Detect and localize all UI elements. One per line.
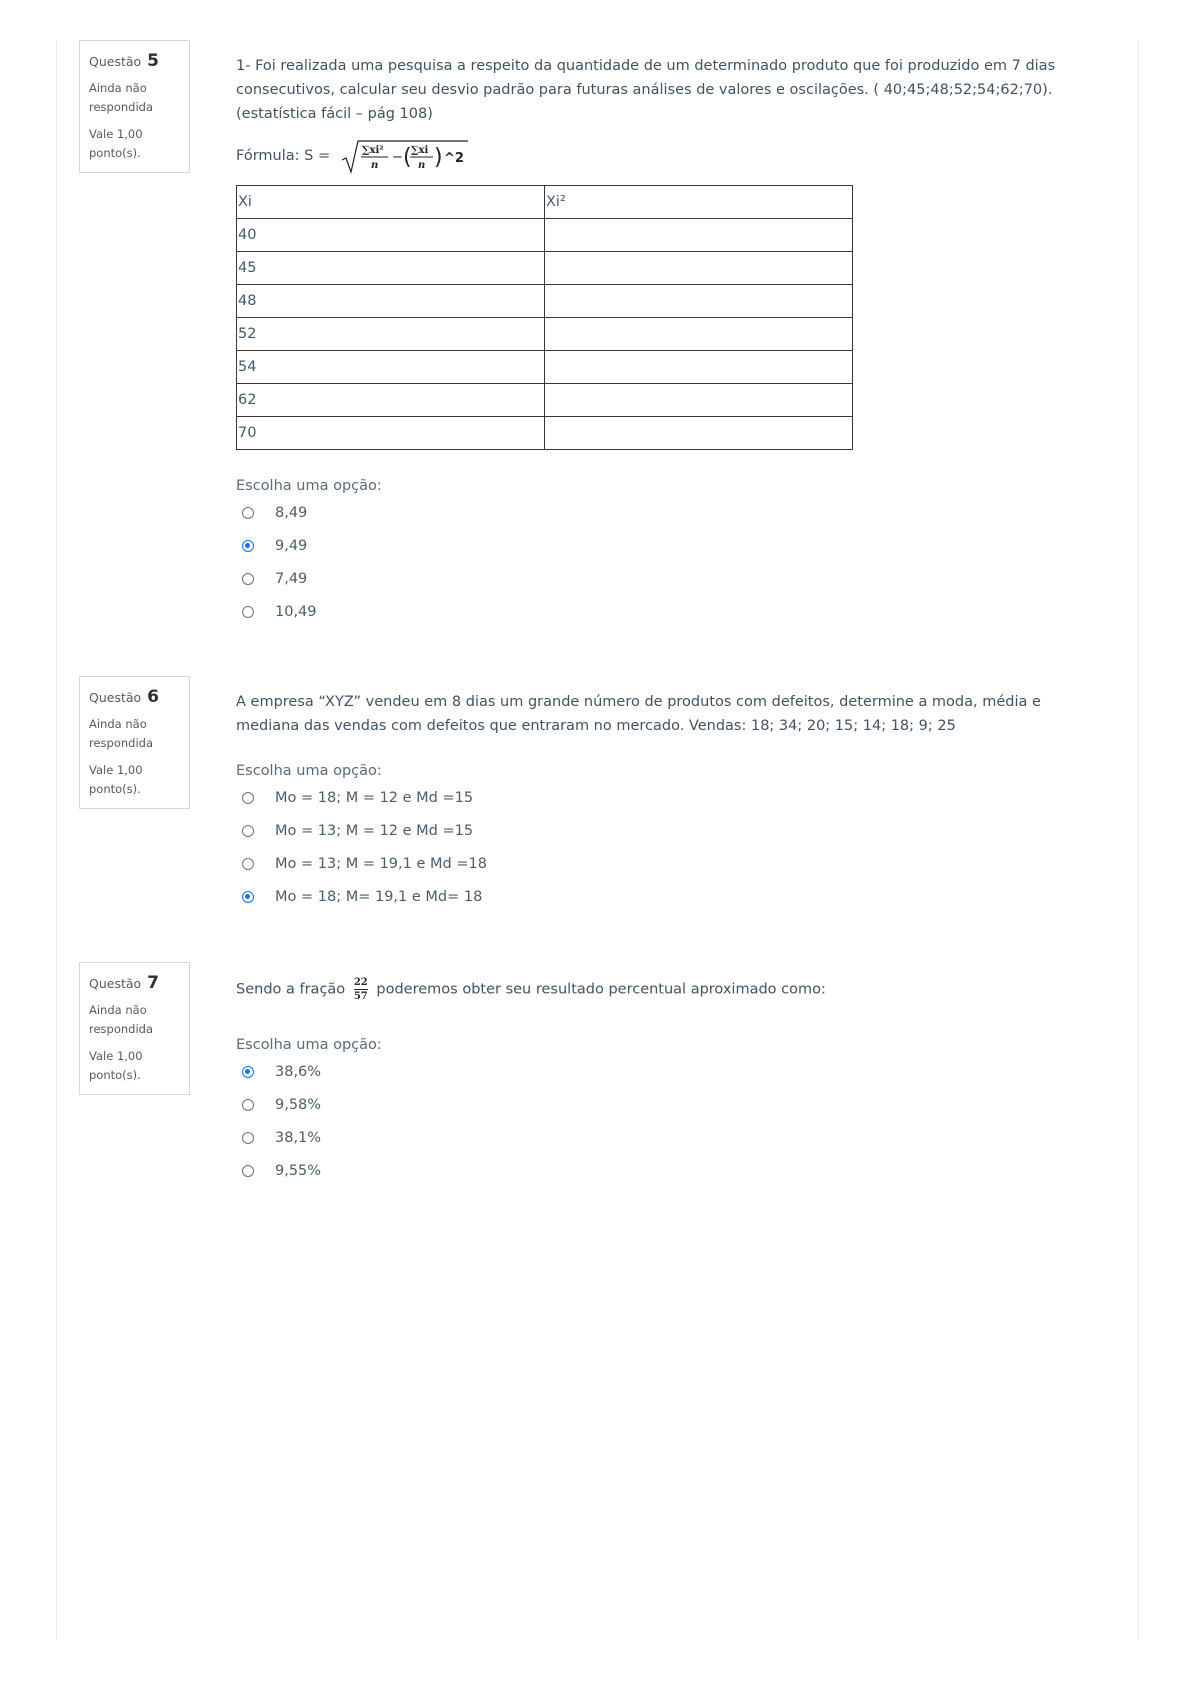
table-cell: 45 bbox=[237, 252, 545, 285]
formula-label: Fórmula: S = bbox=[236, 148, 331, 164]
radio-button-checked[interactable] bbox=[242, 891, 254, 903]
table-row bbox=[237, 285, 853, 318]
page-frame-left bbox=[56, 40, 57, 1640]
question-number-value: 6 bbox=[147, 687, 160, 707]
answer-option[interactable] bbox=[242, 1064, 321, 1080]
answer-option[interactable] bbox=[242, 505, 307, 521]
svg-text:^2: ^2 bbox=[444, 151, 465, 166]
table-cell: 70 bbox=[237, 417, 545, 450]
formula-image bbox=[340, 138, 470, 174]
table-row bbox=[237, 252, 853, 285]
svg-text:): ) bbox=[434, 145, 443, 170]
radio-button[interactable] bbox=[242, 858, 254, 870]
question-state: Ainda não respondida bbox=[89, 81, 154, 114]
radio-button[interactable] bbox=[242, 606, 254, 618]
table-row bbox=[237, 219, 853, 252]
radio-button[interactable] bbox=[242, 507, 254, 519]
answer-option[interactable] bbox=[242, 1163, 321, 1179]
answer-option[interactable] bbox=[242, 790, 473, 806]
option-label[interactable]: Mo = 18; M = 12 e Md =15 bbox=[275, 790, 474, 806]
question-text-6: A empresa “XYZ” vendeu em 8 dias um grande número de produtos com defeitos, determine a moda, média e mediana das vendas com defeitos que entraram no mercado. Vendas: 18; 34; 20; 15; 14; 18; 9; 25 bbox=[236, 694, 1041, 734]
table-cell-empty bbox=[545, 417, 853, 450]
table-row bbox=[237, 417, 853, 450]
radio-button[interactable] bbox=[242, 573, 254, 585]
question-text-before: Sendo a fração bbox=[236, 981, 346, 998]
table-cell-empty bbox=[545, 351, 853, 384]
question-info-5 bbox=[79, 40, 190, 173]
table-row bbox=[237, 351, 853, 384]
table-cell-empty bbox=[545, 318, 853, 351]
question-text-7 bbox=[236, 977, 1096, 1002]
answer-option[interactable] bbox=[242, 604, 317, 620]
table-cell: 62 bbox=[237, 384, 545, 417]
question-text-5: 1- Foi realizada uma pesquisa a respeito da quantidade de um determinado produto que foi produzido em 7 dias consecutivos, calcular seu desvio padrão para futuras análises de valores e oscilações. ( 40;45;48;52;54;62;70). (estatística fácil – pág 108) bbox=[236, 58, 1056, 122]
option-label[interactable]: 7,49 bbox=[275, 571, 308, 587]
answer-option[interactable] bbox=[242, 889, 482, 905]
table-cell-empty bbox=[545, 384, 853, 417]
table-cell: 48 bbox=[237, 285, 545, 318]
option-label[interactable]: 38,1% bbox=[275, 1130, 322, 1146]
question-label: Questão bbox=[89, 976, 142, 991]
choose-option-label: Escolha uma opção: bbox=[236, 478, 382, 494]
svg-text:n: n bbox=[371, 160, 379, 171]
svg-text:∑xi²: ∑xi² bbox=[362, 145, 384, 156]
svg-text:(: ( bbox=[403, 145, 412, 170]
data-table bbox=[236, 185, 853, 450]
radio-button-checked[interactable] bbox=[242, 540, 254, 552]
radio-button[interactable] bbox=[242, 792, 254, 804]
radio-button[interactable] bbox=[242, 1099, 254, 1111]
answer-option[interactable] bbox=[242, 538, 307, 554]
choose-option-label: Escolha uma opção: bbox=[236, 763, 382, 779]
answer-option[interactable] bbox=[242, 823, 473, 839]
question-state: Ainda não respondida bbox=[89, 717, 154, 750]
radio-button-checked[interactable] bbox=[242, 1066, 254, 1078]
answer-option[interactable] bbox=[242, 571, 307, 587]
question-grade: Vale 1,00 ponto(s). bbox=[89, 1049, 143, 1082]
option-label[interactable]: Mo = 18; M= 19,1 e Md= 18 bbox=[275, 889, 483, 905]
question-state: Ainda não respondida bbox=[89, 1003, 154, 1036]
formula bbox=[236, 138, 470, 174]
table-header-xi: Xi bbox=[237, 186, 545, 219]
table-row bbox=[237, 318, 853, 351]
table-row bbox=[237, 384, 853, 417]
fraction-denominator: 57 bbox=[353, 991, 368, 1002]
question-label: Questão bbox=[89, 690, 142, 705]
svg-text:n: n bbox=[418, 160, 426, 171]
option-label[interactable]: 9,49 bbox=[275, 538, 308, 554]
radio-button[interactable] bbox=[242, 1132, 254, 1144]
choose-option-label: Escolha uma opção: bbox=[236, 1037, 382, 1053]
question-number bbox=[89, 973, 181, 993]
table-cell-empty bbox=[545, 252, 853, 285]
option-label[interactable]: 9,55% bbox=[275, 1163, 322, 1179]
fraction bbox=[354, 977, 368, 1002]
svg-text:−: − bbox=[392, 150, 403, 165]
page-frame-right bbox=[1138, 40, 1139, 1640]
radio-button[interactable] bbox=[242, 825, 254, 837]
question-info-6 bbox=[79, 676, 190, 809]
answer-option[interactable] bbox=[242, 856, 487, 872]
table-cell: 52 bbox=[237, 318, 545, 351]
question-label: Questão bbox=[89, 54, 142, 69]
table-header-xi2: Xi² bbox=[545, 186, 853, 219]
answer-option[interactable] bbox=[242, 1097, 321, 1113]
question-number bbox=[89, 687, 181, 707]
option-label[interactable]: 38,6% bbox=[275, 1064, 322, 1080]
question-number-value: 5 bbox=[147, 51, 160, 71]
svg-text:∑xi: ∑xi bbox=[411, 145, 429, 156]
option-label[interactable]: 8,49 bbox=[275, 505, 308, 521]
radio-button[interactable] bbox=[242, 1165, 254, 1177]
table-cell-empty bbox=[545, 219, 853, 252]
question-text-after: poderemos obter seu resultado percentual aproximado como: bbox=[376, 981, 826, 998]
option-label[interactable]: Mo = 13; M = 19,1 e Md =18 bbox=[275, 856, 487, 872]
question-number bbox=[89, 51, 181, 71]
option-label[interactable]: Mo = 13; M = 12 e Md =15 bbox=[275, 823, 474, 839]
fraction-numerator: 22 bbox=[353, 977, 368, 988]
table-cell: 40 bbox=[237, 219, 545, 252]
question-number-value: 7 bbox=[147, 973, 160, 993]
table-header-row bbox=[237, 186, 853, 219]
option-label[interactable]: 9,58% bbox=[275, 1097, 322, 1113]
fraction-bar bbox=[354, 989, 368, 990]
question-info-7 bbox=[79, 962, 190, 1095]
option-label[interactable]: 10,49 bbox=[275, 604, 317, 620]
question-grade: Vale 1,00 ponto(s). bbox=[89, 127, 143, 160]
answer-option[interactable] bbox=[242, 1130, 321, 1146]
table-cell: 54 bbox=[237, 351, 545, 384]
table-cell-empty bbox=[545, 285, 853, 318]
question-grade: Vale 1,00 ponto(s). bbox=[89, 763, 143, 796]
